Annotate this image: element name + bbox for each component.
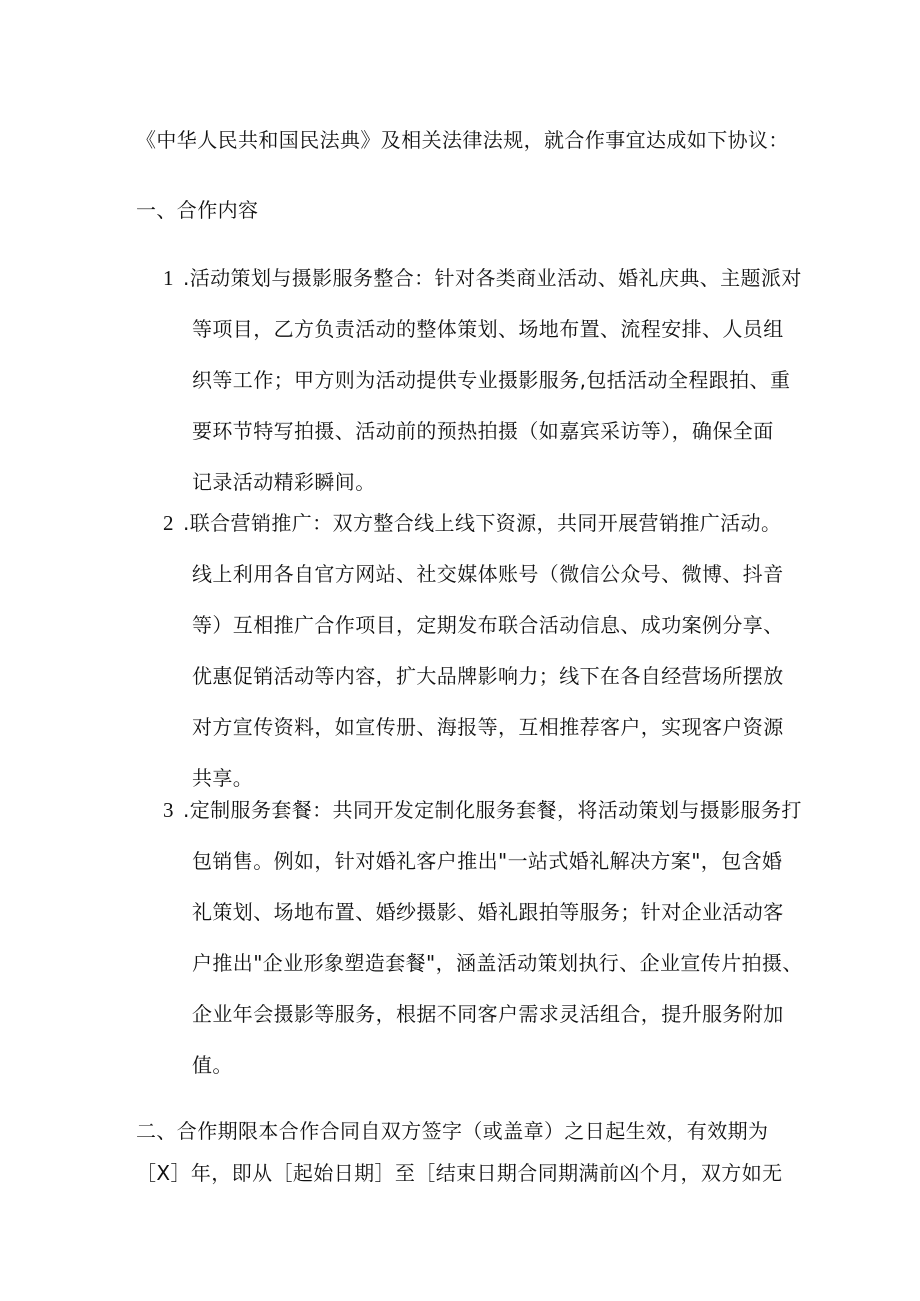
- item-1-line-2: 等项目，乙方负责活动的整体策划、场地布置、流程安排、人员组: [192, 317, 784, 341]
- intro-line: 《中华人民共和国民法典》及相关法律法规，就合作事宜达成如下协议：: [136, 128, 789, 152]
- item-3-line-5: 企业年会摄影等服务，根据不同客户需求灵活组合，提升服务附加: [192, 1002, 784, 1026]
- item-3-line-3: 礼策划、场地布置、婚纱摄影、婚礼跟拍等服务；针对企业活动客: [192, 900, 784, 924]
- section2-line-1: 二、合作期限本合作合同自双方签字（或盖章）之日起生效，有效期为: [136, 1119, 769, 1143]
- item-2-line-4: 优惠促销活动等内容，扩大品牌影响力；线下在各自经营场所摆放: [192, 664, 784, 688]
- item-2-line-1: .联合营销推广：双方整合线上线下资源，共同开展营销推广活动。: [183, 511, 782, 535]
- item-1-line-4: 要环节特写拍摄、活动前的预热拍摄（如嘉宾采访等），确保全面: [192, 419, 774, 443]
- item-2-line-5: 对方宣传资料，如宣传册、海报等，互相推荐客户，实现客户资源: [192, 715, 784, 739]
- item-3-line-2: 包销售。例如，针对婚礼客户推出"一站式婚礼解决方案"，包含婚: [192, 849, 783, 873]
- section2-line-2: ［X］年，即从［起始日期］至［结束日期合同期满前凶个月，双方如无: [136, 1161, 783, 1185]
- item-1-line-1: .活动策划与摄影服务整合：针对各类商业活动、婚礼庆典、主题派对: [183, 266, 802, 290]
- item-2-line-2: 线上利用各自官方网站、社交媒体账号（微信公众号、微博、抖音: [192, 562, 784, 586]
- item-1-number: 1: [163, 266, 174, 290]
- item-3-line-4: 户推出"企业形象塑造套餐"，涵盖活动策划执行、企业宣传片拍摄、: [192, 951, 803, 975]
- item-2-number: 2: [163, 511, 174, 535]
- item-2-line-3: 等）互相推广合作项目，定期发布联合活动信息、成功案例分享、: [192, 613, 784, 637]
- item-2-line-6: 共享。: [192, 766, 254, 790]
- section1-heading: 一、合作内容: [136, 198, 259, 222]
- item-1-line-5: 记录活动精彩瞬间。: [192, 470, 376, 494]
- item-3-number: 3: [163, 798, 174, 822]
- item-3-line-1: .定制服务套餐：共同开发定制化服务套餐，将活动策划与摄影服务打: [183, 798, 802, 822]
- item-3-line-6: 值。: [192, 1053, 233, 1077]
- item-1-line-3: 织等工作；甲方则为活动提供专业摄影服务,包括活动全程跟拍、重: [192, 368, 791, 392]
